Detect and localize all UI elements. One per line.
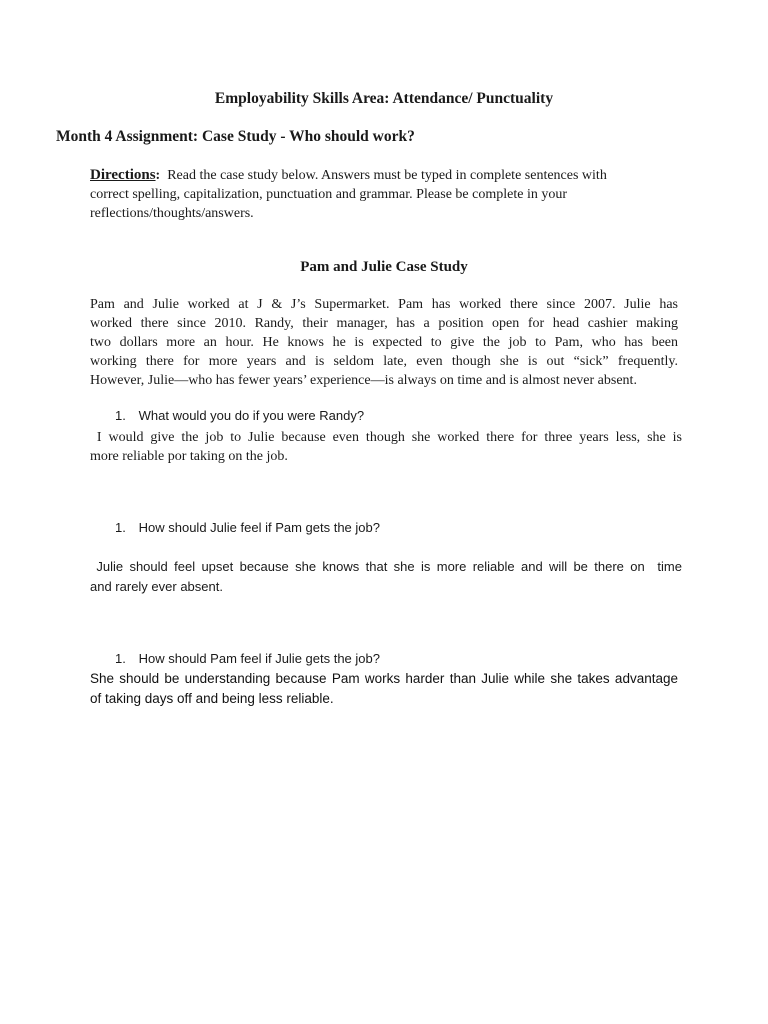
case-line-3: two dollars more an hour. He knows he is expected to give the job to Pam, who has been xyxy=(90,335,678,350)
directions-line-2: correct spelling, capitalization, punctuation and grammar. Please be complete in your xyxy=(90,187,568,202)
question-2 xyxy=(115,520,380,535)
answer-2 xyxy=(90,557,682,597)
assignment-heading: Month 4 Assignment: Case Study - Who should work? xyxy=(56,128,415,145)
answer-2-line-1: Julie should feel upset because she knows that she is more reliable and will be there on time xyxy=(90,559,682,574)
case-study-paragraph xyxy=(90,295,678,390)
question-1-number: 1. xyxy=(115,408,126,423)
answer-3-line-1: She should be understanding because Pam works harder than Julie while she takes advantage xyxy=(90,671,678,686)
answer-1-line-1: I would give the job to Julie because even though she worked there for three years less, she is xyxy=(90,430,682,445)
question-3-text: How should Pam feel if Julie gets the job? xyxy=(138,651,380,666)
directions-colon: : xyxy=(155,168,161,183)
question-3-number: 1. xyxy=(115,651,126,666)
directions-line-3: reflections/thoughts/answers. xyxy=(90,206,254,221)
question-3 xyxy=(115,651,380,666)
directions-label: Directions xyxy=(90,167,156,183)
answer-1 xyxy=(90,428,682,466)
case-study-heading: Pam and Julie Case Study xyxy=(300,259,468,275)
question-1 xyxy=(115,408,364,423)
directions-paragraph xyxy=(90,166,690,223)
answer-3-line-2: of taking days off and being less reliable. xyxy=(90,691,334,706)
case-line-1: Pam and Julie worked at J & J’s Supermarket. Pam has worked there since 2007. Julie has xyxy=(90,297,678,312)
question-2-text: How should Julie feel if Pam gets the job? xyxy=(138,520,380,535)
answer-2-line-2: and rarely ever absent. xyxy=(90,579,223,594)
answer-3 xyxy=(90,669,678,709)
case-line-4: working there for more years and is seldom late, even though she is out “sick” frequently. xyxy=(90,354,678,369)
answer-1-line-2: more reliable por taking on the job. xyxy=(90,449,288,464)
document-title: Employability Skills Area: Attendance/ Punctuality xyxy=(214,90,554,107)
question-1-text: What would you do if you were Randy? xyxy=(138,408,365,423)
case-line-5: However, Julie—who has fewer years’ experience—is always on time and is almost never absent. xyxy=(90,373,637,388)
case-line-2: worked there since 2010. Randy, their manager, has a position open for head cashier making xyxy=(90,316,678,331)
question-2-number: 1. xyxy=(115,520,126,535)
directions-line-1: Read the case study below. Answers must be typed in complete sentences with xyxy=(167,168,607,183)
